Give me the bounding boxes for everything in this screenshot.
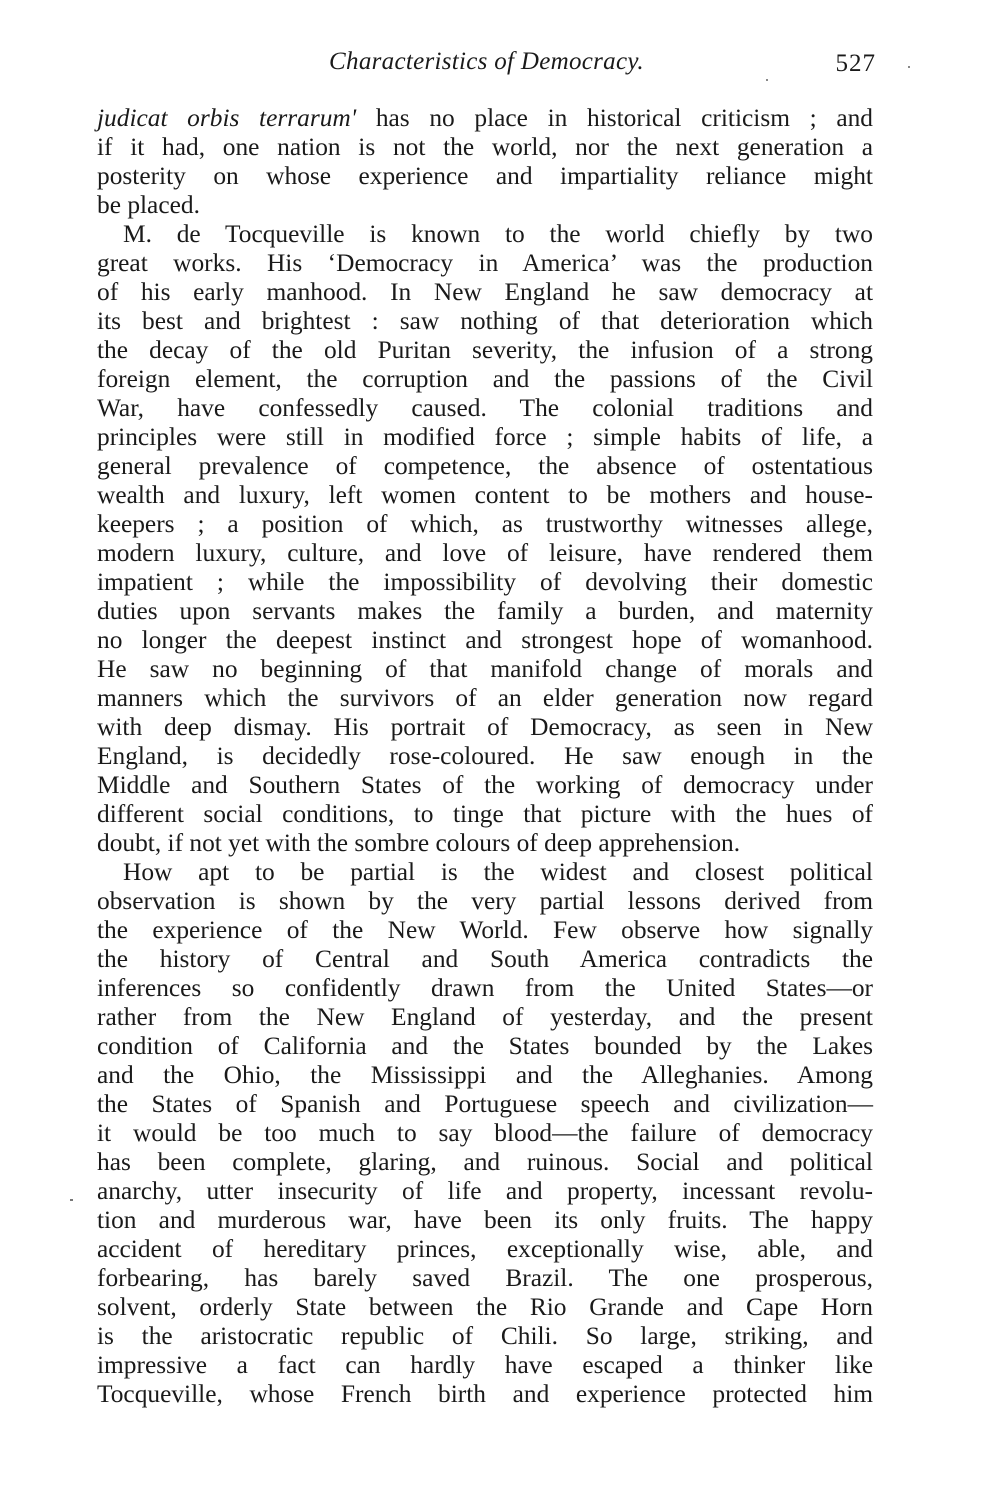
paragraph: [97, 104, 873, 220]
text-line: [97, 191, 873, 220]
line-text: it would be too much to say blood—the failure of democracy: [97, 1119, 873, 1147]
paragraph: [97, 858, 873, 1409]
scan-speck: [766, 79, 768, 81]
line-text: modern luxury, culture, and love of leisure, have rendered them: [97, 539, 873, 567]
text-line: [97, 771, 873, 800]
text-line: [97, 655, 873, 684]
line-text: the experience of the New World. Few observe how signally: [97, 916, 873, 944]
text-line: [97, 829, 873, 858]
text-line: [97, 510, 873, 539]
text-line: [97, 1293, 873, 1322]
text-line: [97, 1264, 873, 1293]
line-text: if it had, one nation is not the world, nor the next generation a: [97, 133, 873, 161]
line-text: tion and murderous war, have been its only fruits. The happy: [97, 1206, 873, 1234]
text-line: [97, 220, 873, 249]
line-text: solvent, orderly State between the Rio Grande and Cape Horn: [97, 1293, 873, 1321]
line-text: impressive a fact can hardly have escaped a thinker like: [97, 1351, 873, 1379]
text-line: [97, 452, 873, 481]
line-text: Tocqueville, whose French birth and experience protected him: [97, 1380, 873, 1408]
line-text: condition of California and the States bounded by the Lakes: [97, 1032, 873, 1060]
text-line: [97, 1351, 873, 1380]
line-text: different social conditions, to tinge that picture with the hues of: [97, 800, 873, 828]
text-line: [97, 945, 873, 974]
line-text: principles were still in modified force ; simple habits of life, a: [97, 423, 873, 451]
line-text: the States of Spanish and Portuguese speech and civilization—: [97, 1090, 873, 1118]
line-text: rather from the New England of yesterday, and the present: [97, 1003, 873, 1031]
line-text: accident of hereditary princes, exceptionally wise, able, and: [97, 1235, 873, 1263]
text-line: [97, 394, 873, 423]
text-line: [97, 1322, 873, 1351]
body-text: [97, 104, 873, 1409]
text-line: [97, 133, 873, 162]
text-line: [97, 336, 873, 365]
line-text: general prevalence of competence, the absence of ostentatious: [97, 452, 873, 480]
line-text: of his early manhood. In New England he saw democracy at: [97, 278, 873, 306]
text-line: [97, 1032, 873, 1061]
text-line: [97, 800, 873, 829]
text-line: [97, 684, 873, 713]
line-text: How apt to be partial is the widest and closest political: [123, 858, 873, 886]
line-text: doubt, if not yet with the sombre colours of deep apprehension.: [97, 829, 741, 857]
text-line: [97, 1061, 873, 1090]
line-text: England, is decidedly rose-coloured. He saw enough in the: [97, 742, 873, 770]
line-text: Middle and Southern States of the working of democracy under: [97, 771, 873, 799]
line-text: great works. His ‘Democracy in America’ was the production: [97, 249, 873, 277]
text-line: [97, 974, 873, 1003]
text-line: [97, 249, 873, 278]
line-text: keepers ; a position of which, as trustworthy witnesses allege,: [97, 510, 873, 538]
text-line: [97, 858, 873, 887]
line-text: M. de Tocqueville is known to the world chiefly by two: [123, 220, 873, 248]
text-line: [97, 1090, 873, 1119]
line-text: and the Ohio, the Mississippi and the Alleghanies. Among: [97, 1061, 873, 1089]
line-text: posterity on whose experience and impartiality reliance might: [97, 162, 873, 190]
text-line: [97, 713, 873, 742]
page-number: 527: [835, 50, 876, 77]
line-text: observation is shown by the very partial lessons derived from: [97, 887, 873, 915]
scan-speck: [908, 66, 910, 68]
text-line: [97, 1003, 873, 1032]
text-line: [97, 278, 873, 307]
running-head: [97, 46, 876, 82]
running-title: Characteristics of Democracy.: [329, 48, 644, 75]
text-line: [97, 597, 873, 626]
line-text: has been complete, glaring, and ruinous. Social and political: [97, 1148, 873, 1176]
latin-quotation: judicat orbis terrarum': [97, 104, 357, 132]
text-line: [97, 423, 873, 452]
text-line: [97, 365, 873, 394]
text-line: [97, 307, 873, 336]
text-line: [97, 162, 873, 191]
text-line: [97, 1235, 873, 1264]
text-line: [97, 742, 873, 771]
text-line: [97, 1119, 873, 1148]
line-text: the history of Central and South America contradicts the: [97, 945, 873, 973]
text-line: [97, 104, 873, 133]
text-line: [97, 1148, 873, 1177]
text-line: [97, 539, 873, 568]
line-text: is the aristocratic republic of Chili. So large, striking, and: [97, 1322, 873, 1350]
line-text: with deep dismay. His portrait of Democracy, as seen in New: [97, 713, 873, 741]
paragraph: [97, 220, 873, 858]
text-line: [97, 481, 873, 510]
text-line: [97, 626, 873, 655]
line-text: War, have confessedly caused. The colonial traditions and: [97, 394, 873, 422]
line-text: be placed.: [97, 191, 200, 219]
text-line: [97, 887, 873, 916]
margin-mark: [70, 1199, 73, 1201]
line-text: inferences so confidently drawn from the United States—or: [97, 974, 873, 1002]
line-text: its best and brightest : saw nothing of that deterioration which: [97, 307, 873, 335]
text-line: [97, 1177, 873, 1206]
line-text: foreign element, the corruption and the passions of the Civil: [97, 365, 873, 393]
line-text: impatient ; while the impossibility of devolving their domestic: [97, 568, 873, 596]
line-text: forbearing, has barely saved Brazil. The one prosperous,: [97, 1264, 873, 1292]
text-line: [97, 1206, 873, 1235]
line-text: has no place in historical criticism ; and: [356, 104, 874, 132]
line-text: wealth and luxury, left women content to be mothers and house-: [97, 481, 873, 509]
line-text: anarchy, utter insecurity of life and property, incessant revolu-: [97, 1177, 873, 1205]
text-line: [97, 916, 873, 945]
text-line: [97, 568, 873, 597]
line-text: manners which the survivors of an elder generation now regard: [97, 684, 873, 712]
line-text: no longer the deepest instinct and strongest hope of womanhood.: [97, 626, 873, 654]
line-text: duties upon servants makes the family a burden, and maternity: [97, 597, 873, 625]
text-line: [97, 1380, 873, 1409]
line-text: He saw no beginning of that manifold change of morals and: [97, 655, 873, 683]
line-text: the decay of the old Puritan severity, the infusion of a strong: [97, 336, 873, 364]
